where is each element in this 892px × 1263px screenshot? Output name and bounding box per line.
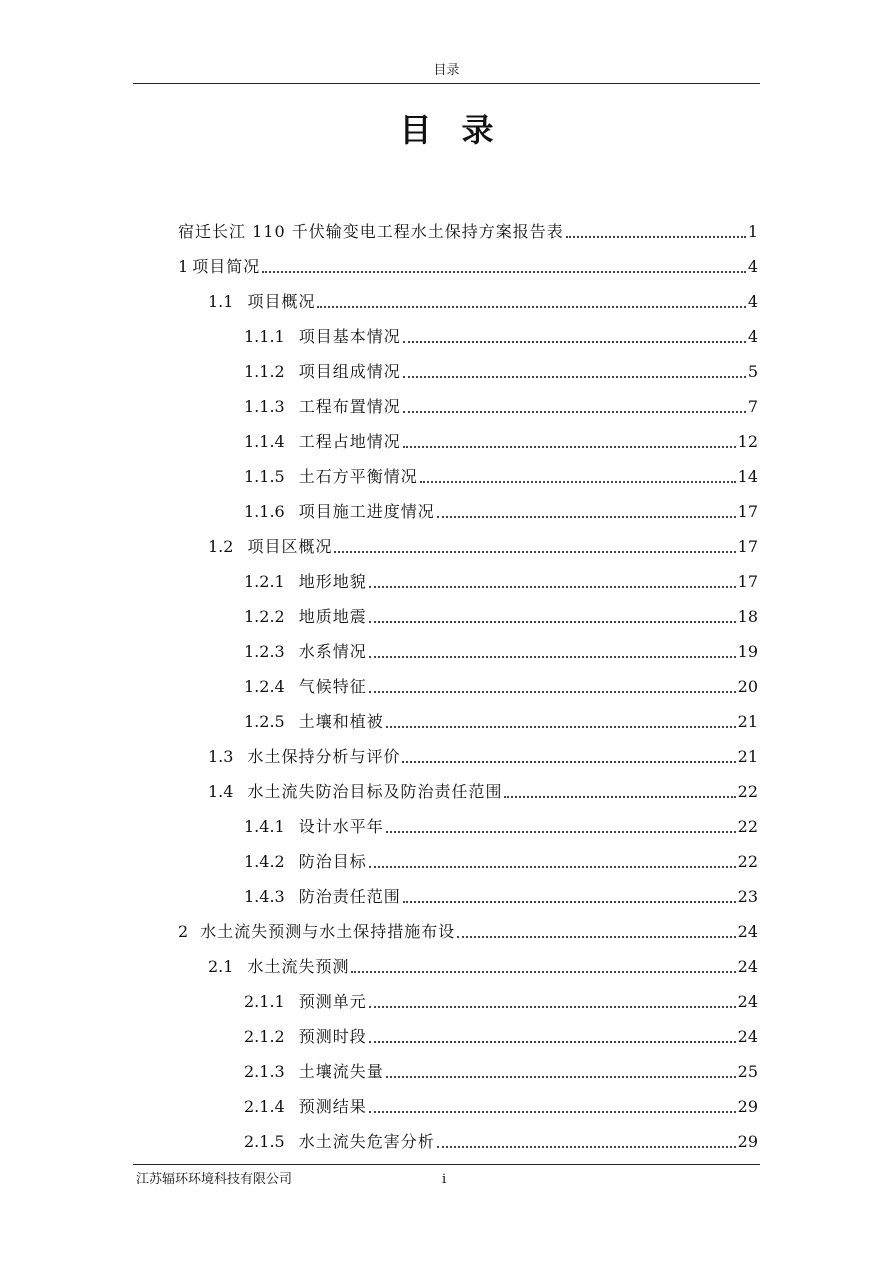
toc-entry-number: 2.1.1 [244, 992, 285, 1011]
toc-entry[interactable] [178, 220, 758, 244]
toc-entry-page: 24 [737, 992, 758, 1011]
toc-entry[interactable] [208, 535, 758, 559]
toc-entry[interactable] [244, 640, 758, 664]
toc-entry-number: 2.1.4 [244, 1097, 285, 1116]
toc-entry-number: 1.1.4 [244, 432, 285, 451]
toc-entry-number: 1.2.5 [244, 712, 285, 731]
toc-entry[interactable] [244, 815, 758, 839]
toc-entry-page: 20 [737, 677, 758, 696]
toc-dot-leader [566, 235, 746, 238]
toc-dot-leader [403, 340, 746, 343]
toc-entry-number: 1.2.1 [244, 572, 285, 591]
toc-entry-number: 1.4.1 [244, 817, 285, 836]
toc-dot-leader [403, 900, 736, 903]
toc-entry-title: 工程布置情况 [298, 397, 401, 416]
toc-entry-title: 项目施工进度情况 [298, 502, 435, 521]
toc-dot-leader [403, 375, 746, 378]
toc-dot-leader [403, 445, 736, 448]
toc-entry-title: 项目简况 [192, 257, 261, 276]
toc-entry-title: 宿迁长江 110 千伏输变电工程水土保持方案报告表 [178, 222, 564, 241]
toc-entry[interactable] [244, 605, 758, 629]
footer-page-number: i [442, 1172, 447, 1187]
toc-entry-page: 17 [737, 537, 758, 556]
toc-entry-title: 预测时段 [298, 1027, 367, 1046]
toc-entry-title: 预测结果 [298, 1097, 367, 1116]
toc-entry[interactable] [244, 885, 758, 909]
toc-entry-page: 21 [737, 747, 758, 766]
toc-entry-page: 17 [737, 572, 758, 591]
toc-entry-title: 项目基本情况 [298, 327, 401, 346]
toc-dot-leader [369, 690, 736, 693]
toc-entry-page: 17 [737, 502, 758, 521]
toc-entry[interactable] [244, 710, 758, 734]
toc-entry-number: 1 [178, 257, 189, 276]
toc-entry-page: 5 [747, 362, 758, 381]
toc-entry-number: 1.1 [208, 292, 234, 311]
toc-dot-leader [386, 830, 736, 833]
toc-entry-title: 防治责任范围 [298, 887, 401, 906]
toc-entry[interactable] [208, 955, 758, 979]
toc-dot-leader [369, 1040, 736, 1043]
toc-entry-number: 2 [178, 922, 189, 941]
toc-entry-page: 24 [737, 957, 758, 976]
toc-dot-leader [403, 410, 746, 413]
toc-dot-leader [334, 550, 735, 553]
toc-entry[interactable] [244, 325, 758, 349]
toc-entry-page: 24 [737, 1027, 758, 1046]
toc-entry-page: 18 [737, 607, 758, 626]
toc-entry-number: 1.2.4 [244, 677, 285, 696]
toc-entry-page: 12 [737, 432, 758, 451]
toc-entry-title: 项目区概况 [247, 537, 333, 556]
toc-dot-leader [351, 970, 735, 973]
toc-dot-leader [457, 935, 735, 938]
toc-entry-page: 22 [737, 852, 758, 871]
toc-entry-number: 1.4 [208, 782, 234, 801]
toc-entry[interactable] [244, 465, 758, 489]
toc-entry-page: 29 [737, 1132, 758, 1151]
toc-dot-leader [386, 1075, 736, 1078]
toc-dot-leader [369, 1005, 736, 1008]
toc-entry-page: 19 [737, 642, 758, 661]
toc-entry-title: 地质地震 [298, 607, 367, 626]
toc-dot-leader [437, 1145, 736, 1148]
toc-entry-page: 25 [737, 1062, 758, 1081]
toc-entry-number: 1.2 [208, 537, 234, 556]
toc-entry-page: 4 [747, 292, 758, 311]
toc-entry[interactable] [244, 850, 758, 874]
toc-entry-title: 土壤和植被 [298, 712, 384, 731]
toc-entry-page: 22 [737, 817, 758, 836]
toc-entry-page: 22 [737, 782, 758, 801]
toc-entry-page: 4 [747, 327, 758, 346]
toc-entry-title: 预测单元 [298, 992, 367, 1011]
toc-entry-title: 水系情况 [298, 642, 367, 661]
toc-dot-leader [437, 515, 736, 518]
toc-entry[interactable] [244, 360, 758, 384]
running-header: 目录 [433, 63, 460, 78]
toc-entry-page: 7 [747, 397, 758, 416]
toc-dot-leader [420, 480, 736, 483]
toc-dot-leader [402, 760, 735, 763]
toc-entry-page: 4 [747, 257, 758, 276]
toc-entry[interactable] [244, 395, 758, 419]
toc-entry[interactable] [244, 570, 758, 594]
toc-entry-page: 23 [737, 887, 758, 906]
toc-entry[interactable] [178, 920, 758, 944]
toc-entry-title: 地形地貌 [298, 572, 367, 591]
toc-dot-leader [369, 1110, 736, 1113]
toc-entry-title: 水土流失危害分析 [298, 1132, 435, 1151]
toc-entry-page: 24 [737, 922, 758, 941]
toc-entry-page: 21 [737, 712, 758, 731]
toc-entry-number: 1.1.1 [244, 327, 285, 346]
toc-dot-leader [369, 655, 736, 658]
toc-entry-number: 2.1.3 [244, 1062, 285, 1081]
toc-entry-title: 土石方平衡情况 [298, 467, 418, 486]
toc-entry-title: 工程占地情况 [298, 432, 401, 451]
toc-entry-title: 土壤流失量 [298, 1062, 384, 1081]
toc-entry[interactable] [244, 990, 758, 1014]
toc-entry-number: 1.4.2 [244, 852, 285, 871]
toc-entry-number: 1.1.5 [244, 467, 285, 486]
toc-entry-number: 1.1.6 [244, 502, 285, 521]
toc-entry-page: 29 [737, 1097, 758, 1116]
toc-entry-title: 项目组成情况 [298, 362, 401, 381]
toc-dot-leader [386, 725, 736, 728]
toc-entry-title: 水土流失防治目标及防治责任范围 [247, 782, 503, 801]
toc-entry[interactable] [244, 1095, 758, 1119]
toc-entry[interactable] [244, 675, 758, 699]
toc-entry-title: 防治目标 [298, 852, 367, 871]
toc-dot-leader [504, 795, 735, 798]
toc-entry-title: 项目概况 [247, 292, 316, 311]
toc-dot-leader [262, 270, 746, 273]
footer-rule [133, 1164, 760, 1165]
toc-entry-number: 1.3 [208, 747, 234, 766]
page-title: 目录 [399, 111, 524, 149]
toc-entry-title: 水土流失预测 [247, 957, 350, 976]
footer-company: 江苏辐环环境科技有限公司 [136, 1172, 293, 1187]
toc-entry-title: 气候特征 [298, 677, 367, 696]
toc-entry-number: 1.1.2 [244, 362, 285, 381]
toc-entry-number: 2.1.2 [244, 1027, 285, 1046]
toc-dot-leader [317, 305, 745, 308]
toc-entry-number: 1.2.2 [244, 607, 285, 626]
toc-entry-title: 水土流失预测与水土保持措施布设 [200, 922, 456, 941]
toc-entry-number: 1.4.3 [244, 887, 285, 906]
toc-dot-leader [369, 585, 736, 588]
toc-entry[interactable] [208, 745, 758, 769]
toc-entry[interactable] [244, 500, 758, 524]
toc-entry[interactable] [178, 255, 758, 279]
toc-entry-page: 1 [747, 222, 758, 241]
toc-entry[interactable] [208, 290, 758, 314]
toc-entry-number: 1.1.3 [244, 397, 285, 416]
toc-entry-page: 14 [737, 467, 758, 486]
toc-entry[interactable] [244, 430, 758, 454]
toc-entry-number: 2.1.5 [244, 1132, 285, 1151]
toc-entry[interactable] [208, 780, 758, 804]
toc-entry-title: 设计水平年 [298, 817, 384, 836]
toc-dot-leader [369, 620, 736, 623]
toc-dot-leader [369, 865, 736, 868]
toc-entry-number: 2.1 [208, 957, 234, 976]
toc-entry-number: 1.2.3 [244, 642, 285, 661]
toc-entry[interactable] [244, 1130, 758, 1154]
toc-entry-title: 水土保持分析与评价 [247, 747, 401, 766]
toc-entry[interactable] [244, 1025, 758, 1049]
toc-entry[interactable] [244, 1060, 758, 1084]
